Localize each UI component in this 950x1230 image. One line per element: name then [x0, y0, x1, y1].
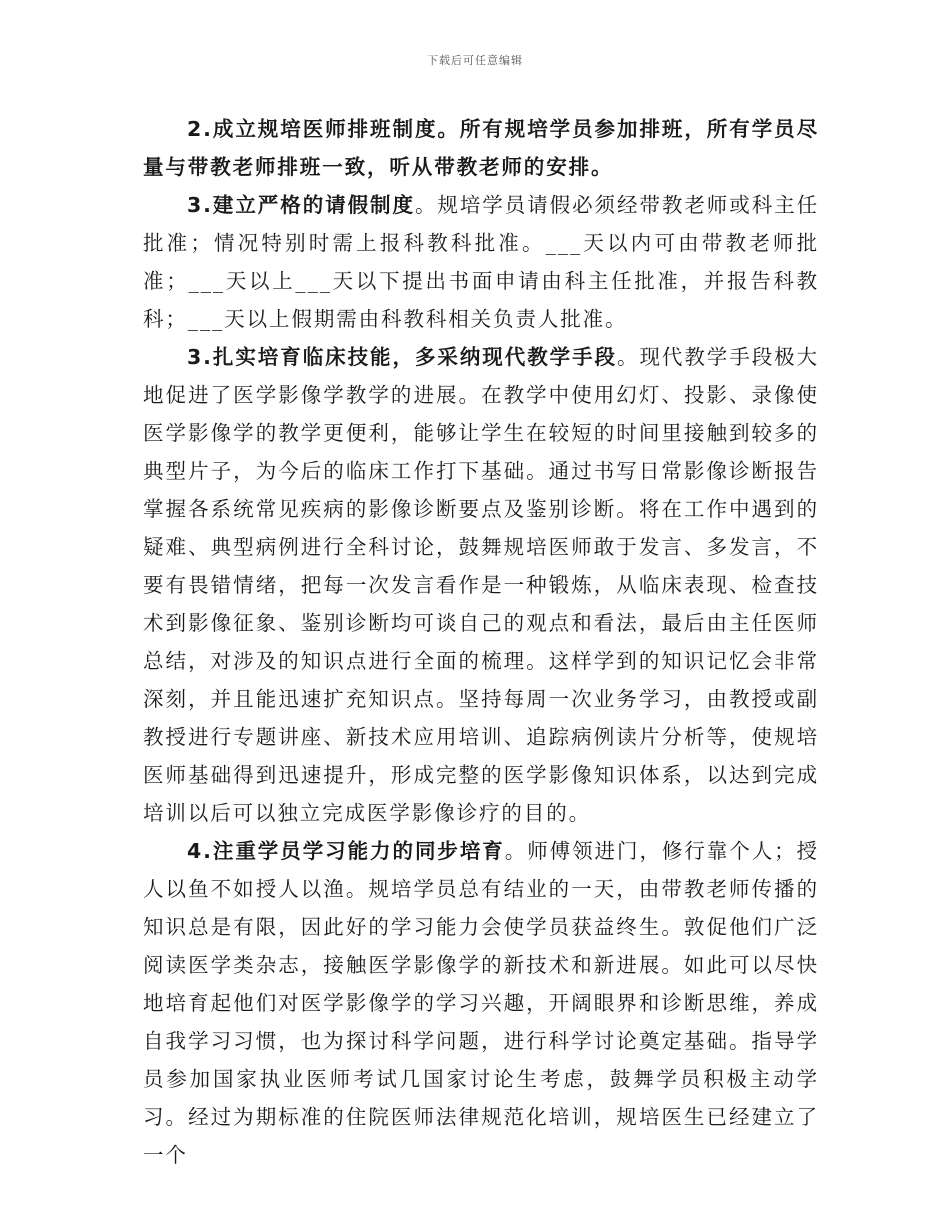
- paragraph-body: 。现代教学手段极大地促进了医学影像学教学的进展。在教学中使用幻灯、投影、录像使医学影像学的教学更便利，能够让学生在较短的时间里接触到较多的典型片子，为今后的临床工作打下基础。通过书写日常影像诊断报告掌握各系统常见疾病的影像诊断要点及鉴别诊断。将在工作中遇到的疑难、典型病例进行全科讨论，鼓舞规培医师敢于发言、多发言，不要有畏错情绪，把每一次发言看作是一种锻炼，从临床表现、检查技术到影像征象、鉴别诊断均可谈自己的观点和看法，最后由主任医师总结，对涉及的知识点进行全面的梳理。这样学到的知识记忆会非常深刻，并且能迅速扩充知识点。坚持每周一次业务学习，由教授或副教授进行专题讲座、新技术应用培训、追踪病例读片分析等，使规培医师基础得到迅速提升，形成完整的医学影像知识体系，以达到完成培训以后可以独立完成医学影像诊疗的目的。: [143, 345, 819, 825]
- paragraph-lead: 3.建立严格的请假制度: [187, 193, 415, 217]
- paragraph-body: 。师傅领进门，修行靠个人；授人以鱼不如授人以渔。规培学员总有结业的一天，由带教老师传播的知识总是有限，因此好的学习能力会使学员获益终生。敦促他们广泛阅读医学类杂志，接触医学影像学的新技术和新进展。如此可以尽快地培育起他们对医学影像学的学习兴趣，开阔眼界和诊断思维，养成自我学习习惯，也为探讨科学问题，进行科学讨论奠定基础。指导学员参加国家执业医师考试几国家讨论生考虑，鼓舞学员积极主动学习。经过为期标准的住院医师法律规范化培训，规培医生已经建立了一个: [143, 839, 819, 1167]
- paragraph-learning-ability: [143, 832, 819, 1174]
- paragraph-body: 。规培学员请假必须经带教老师或科主任批准；情况特别时需上报科教科批准。___天以内可由带教老师批准；___天以上___天以下提出书面申请由科主任批准，并报告科教科；___天以上假期需由科教科相关负责人批准。: [143, 193, 819, 331]
- paragraph-clinical-skills: [143, 338, 819, 832]
- paragraph-scheduling: [143, 110, 819, 186]
- page-header: 下载后可任意编辑: [427, 54, 523, 67]
- paragraph-lead: 4.注重学员学习能力的同步培育: [187, 839, 505, 863]
- paragraph-leave-policy: [143, 186, 819, 338]
- paragraph-lead: 2.成立规培医师排班制度。所有规培学员参加排班，所有学员尽量与带教老师排班一致，听从带教老师的安排。: [143, 117, 819, 179]
- paragraph-lead: 3.扎实培育临床技能，多采纳现代教学手段: [187, 345, 617, 369]
- document-body: [143, 110, 819, 1174]
